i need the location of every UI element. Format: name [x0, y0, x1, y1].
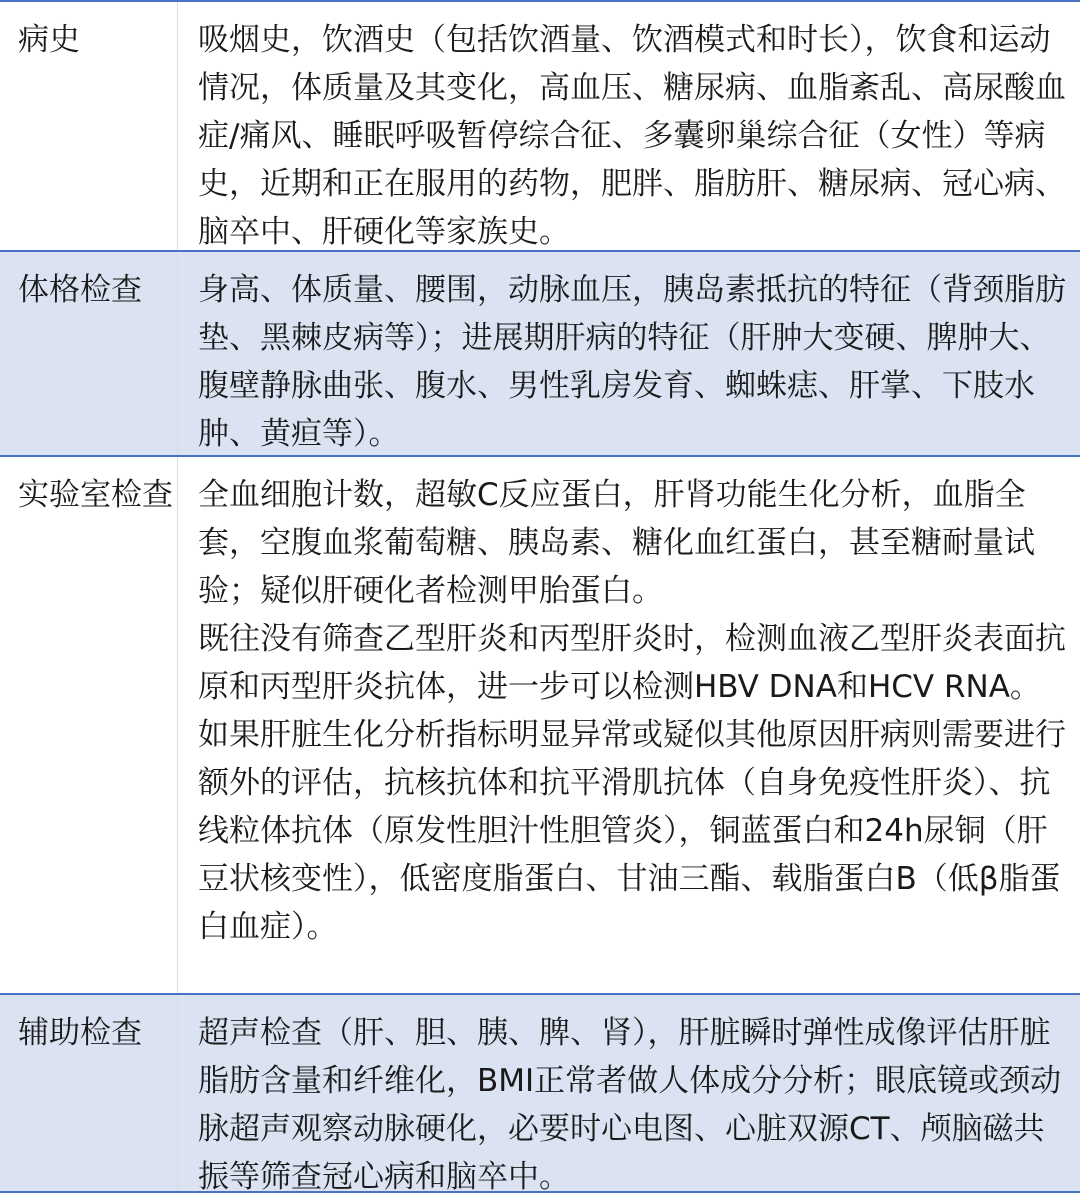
row-content [178, 995, 1080, 1195]
row-content [178, 2, 1080, 250]
content-paragraph: 如果肝脏生化分析指标明显异常或疑似其他原因肝病则需要进行额外的评估，抗核抗体和抗平滑肌抗体（自身免疫性肝炎）、抗线粒体抗体（原发性胆汁性胆管炎），铜蓝蛋白和24h尿铜（肝豆状核变性），低密度脂蛋白、甘油三酯、载脂蛋白B（低β脂蛋白血症）。 [198, 717, 1066, 945]
table-row-lab-tests [0, 457, 1080, 995]
content-paragraph: 身高、体质量、腰围，动脉血压，胰岛素抵抗的特征（背颈脂肪垫、黑棘皮病等）；进展期肝病的特征（肝肿大变硬、脾肿大、腹壁静脉曲张、腹水、男性乳房发育、蜘蛛痣、肝掌、下肢水肿、黄疸等）。 [198, 272, 1066, 452]
table-row-auxiliary-exam [0, 995, 1080, 1193]
row-content [178, 457, 1080, 993]
row-content [178, 252, 1080, 455]
content-paragraph: 超声检查（肝、胆、胰、脾、肾），肝脏瞬时弹性成像评估肝脏脂肪含量和纤维化，BMI正常者做人体成分分析；眼底镜或颈动脉超声观察动脉硬化，必要时心电图、心脏双源CT、颅脑磁共振等筛查冠心病和脑卒中。 [198, 1015, 1062, 1195]
content-paragraph: 全血细胞计数，超敏C反应蛋白，肝肾功能生化分析，血脂全套，空腹血浆葡萄糖、胰岛素、糖化血红蛋白，甚至糖耐量试验；疑似肝硬化者检测甲胎蛋白。 [198, 477, 1035, 609]
row-label: 实验室检查 [0, 457, 178, 993]
content-paragraph: 既往没有筛查乙型肝炎和丙型肝炎时，检测血液乙型肝炎表面抗原和丙型肝炎抗体，进一步可以检测HBV DNA和HCV RNA。 [198, 621, 1066, 705]
table-row-physical-exam [0, 252, 1080, 457]
row-label: 辅助检查 [0, 995, 178, 1191]
row-label: 体格检查 [0, 252, 178, 455]
row-label: 病史 [0, 2, 178, 250]
content-paragraph: 吸烟史，饮酒史（包括饮酒量、饮酒模式和时长），饮食和运动情况，体质量及其变化，高血压、糖尿病、血脂紊乱、高尿酸血症/痛风、睡眠呼吸暂停综合征、多囊卵巢综合征（女性）等病史，近期和正在服用的药物，肥胖、脂肪肝、糖尿病、冠心病、脑卒中、肝硬化等家族史。 [198, 22, 1066, 250]
table-row-history [0, 0, 1080, 252]
